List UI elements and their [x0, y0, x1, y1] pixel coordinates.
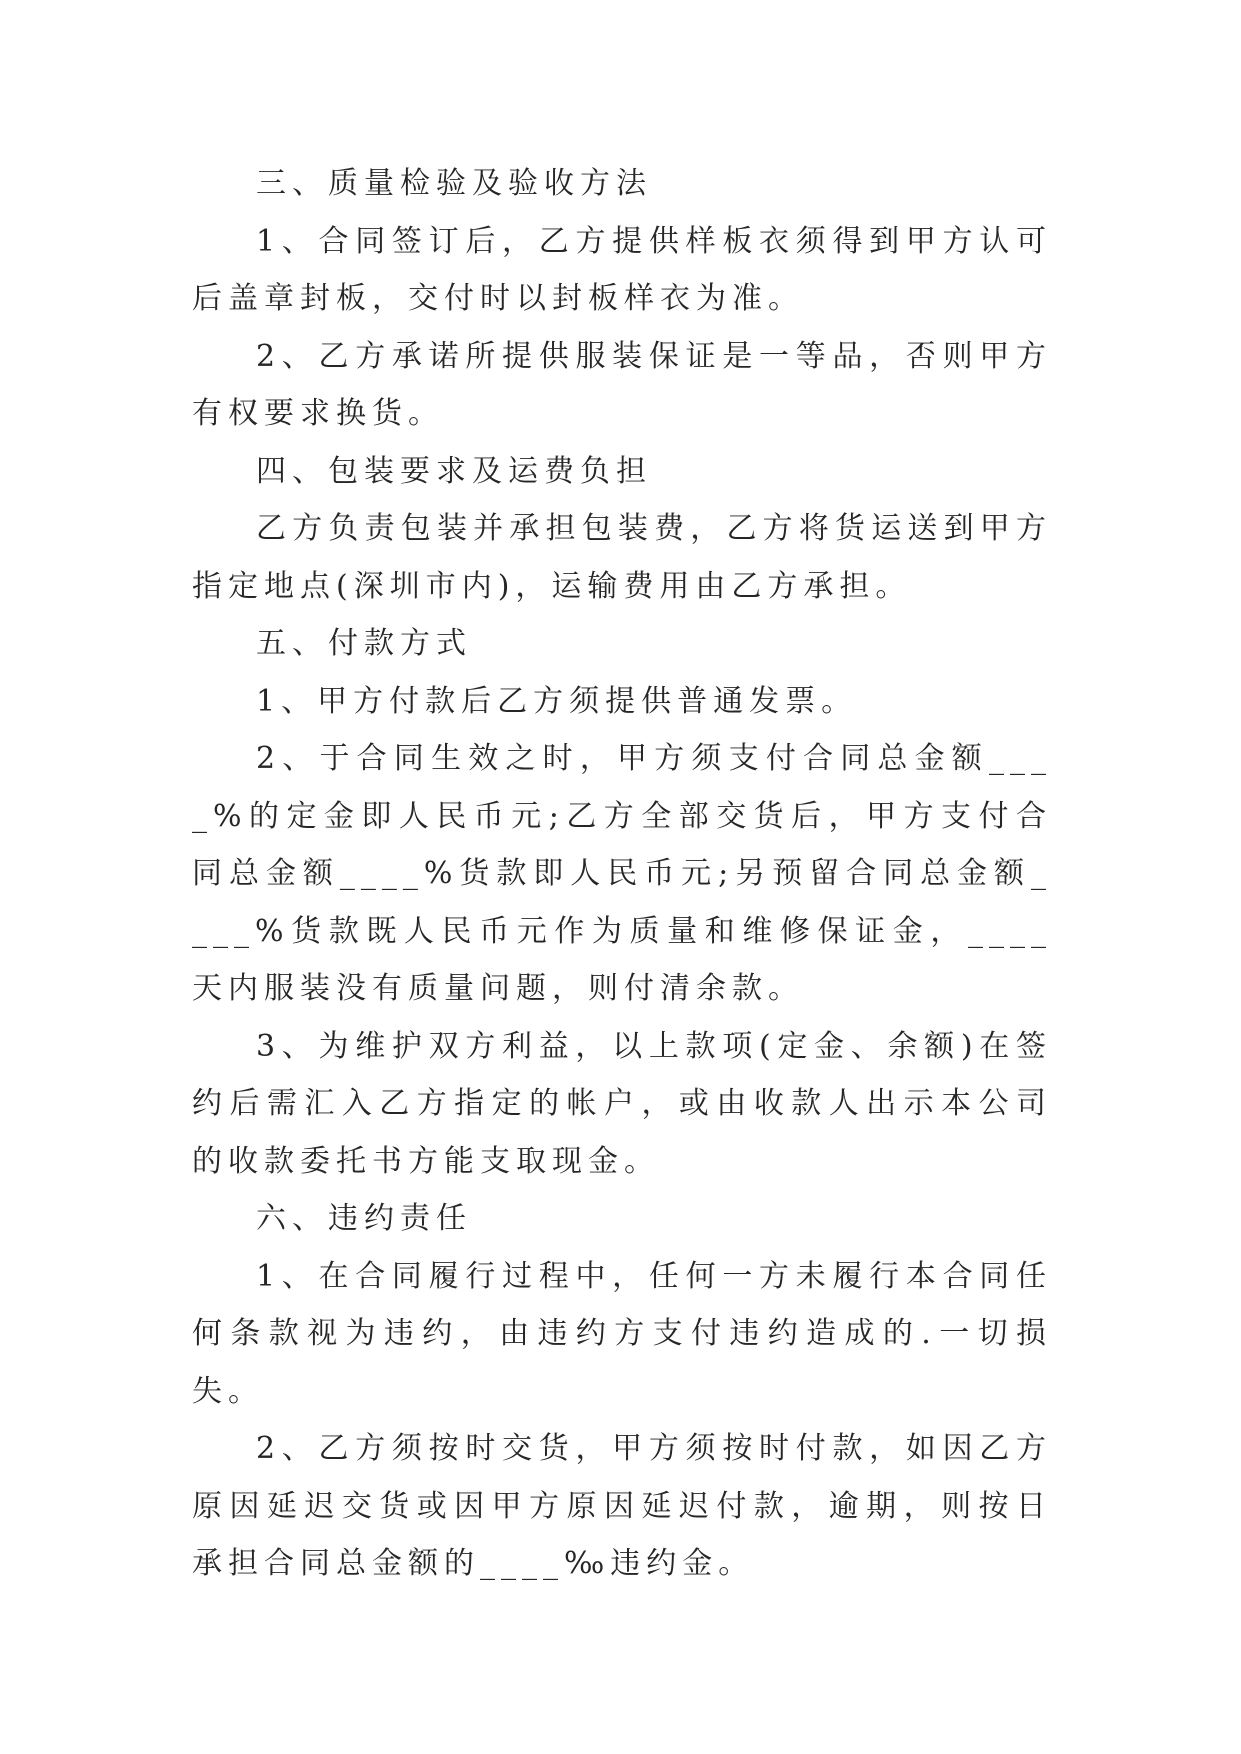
clause-breach-liability: 1、在合同履行过程中，任何一方未履行本合同任何条款视为违约，由违约方支付违约造成的.一切损失。: [192, 1258, 1052, 1409]
section-heading-packaging-freight: 四、包装要求及运费负担: [256, 453, 652, 489]
clause-packaging-delivery: 乙方负责包装并承担包装费，乙方将货运送到甲方指定地点(深圳市内)，运输费用由乙方承担。: [192, 511, 1052, 604]
clause-payment-schedule: 2、于合同生效之时，甲方须支付合同总金额____%的定金即人民币元;乙方全部交货后，甲方支付合同总金额____%货款即人民币元;另预留合同总金额____%货款既人民币元作为质量和维修保证金，____天内服装没有质量问题，则付清余款。: [192, 741, 1052, 1006]
clause-invoice: 1、甲方付款后乙方须提供普通发票。: [256, 683, 858, 719]
clause-first-grade-guarantee: 2、乙方承诺所提供服装保证是一等品，否则甲方有权要求换货。: [192, 338, 1052, 431]
section-heading-quality-inspection: 三、质量检验及验收方法: [256, 166, 652, 201]
clause-payment-account: 3、为维护双方利益，以上款项(定金、余额)在签约后需汇入乙方指定的帐户，或由收款人出示本公司的收款委托书方能支取现金。: [192, 1028, 1052, 1179]
clause-late-penalty: 2、乙方须按时交货，甲方须按时付款，如因乙方原因延迟交货或因甲方原因延迟付款，逾期，则按日承担合同总金额的____‰违约金。: [192, 1431, 1052, 1581]
document-body: [192, 155, 1052, 1593]
clause-sample-approval: 1、合同签订后，乙方提供样板衣须得到甲方认可后盖章封板，交付时以封板样衣为准。: [192, 223, 1052, 316]
section-heading-breach: 六、违约责任: [256, 1201, 472, 1236]
section-heading-payment: 五、付款方式: [256, 626, 472, 661]
